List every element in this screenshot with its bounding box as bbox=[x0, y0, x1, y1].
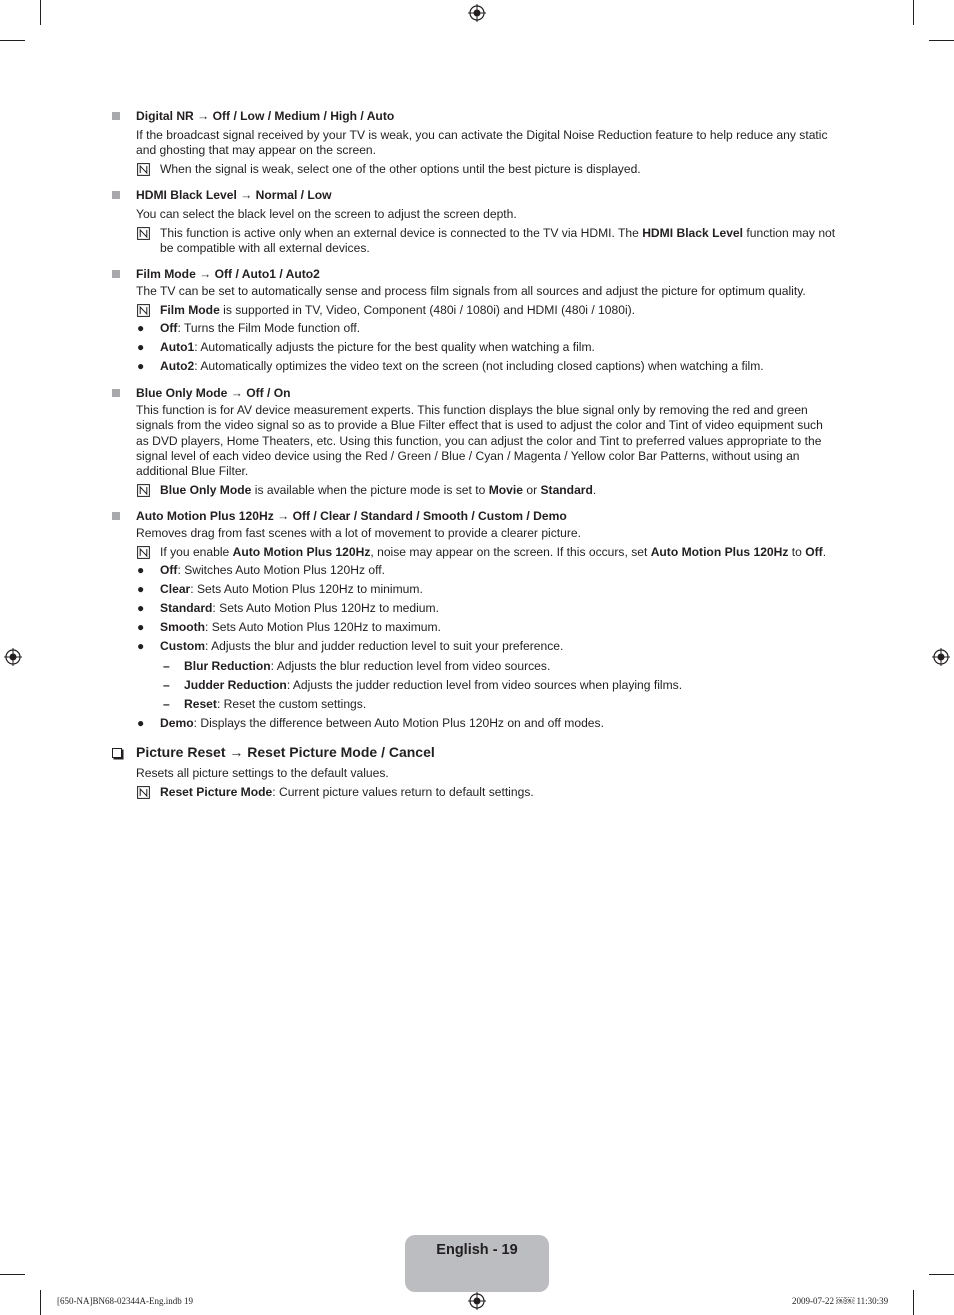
bullet-dot-icon: ● bbox=[137, 563, 145, 578]
dash-bullet-icon: – bbox=[163, 677, 170, 692]
arrow-icon: → bbox=[227, 385, 247, 400]
list-item bbox=[112, 563, 847, 578]
section-auto-motion-plus bbox=[112, 509, 847, 731]
square-bullet-icon bbox=[112, 191, 120, 199]
registration-mark-right-icon bbox=[932, 648, 950, 666]
arrow-icon: → bbox=[236, 188, 256, 203]
item-term: Standard bbox=[160, 601, 213, 616]
note-icon bbox=[137, 546, 150, 559]
heading-name: Auto Motion Plus 120Hz bbox=[136, 509, 274, 524]
checkbox-bullet-icon bbox=[112, 748, 122, 758]
sub-list-item bbox=[112, 678, 847, 693]
section-body: You can select the black level on the screen to adjust the screen depth. bbox=[136, 207, 517, 222]
heading-options: Off / Auto1 / Auto2 bbox=[214, 267, 320, 282]
heading-options: Off / On bbox=[246, 385, 291, 400]
item-term: Off bbox=[160, 563, 178, 578]
slug-timestamp: 2009-07-22 ￼￼ 11:30:39 bbox=[792, 1296, 889, 1306]
section-heading bbox=[112, 386, 847, 401]
heading-options: Off / Low / Medium / High / Auto bbox=[212, 109, 395, 123]
heading-name: Film Mode bbox=[136, 267, 196, 282]
section-digital-nr bbox=[112, 109, 847, 177]
item-term: Auto2 bbox=[160, 359, 195, 374]
item-term: Auto1 bbox=[160, 340, 195, 355]
item-term: Clear bbox=[160, 582, 191, 597]
crop-mark-top-left-h bbox=[0, 40, 25, 41]
note-text-post: is supported in TV, Video, Component (480i / 1080i) and HDMI (480i / 1080i). bbox=[219, 302, 636, 317]
crop-mark-top-right-h bbox=[929, 40, 954, 41]
section-heading bbox=[112, 267, 847, 282]
list-item bbox=[112, 620, 847, 635]
heading-options: Normal / Low bbox=[255, 188, 332, 203]
note-text-post: : Current picture values return to default settings. bbox=[272, 784, 534, 799]
note-term: Reset Picture Mode bbox=[160, 784, 273, 799]
heading-name: Digital NR bbox=[136, 109, 194, 123]
note-text: When the signal is weak, select one of the other options until the best picture is displayed. bbox=[160, 161, 641, 176]
item-desc: : Adjusts the judder reduction level from video sources when playing films. bbox=[286, 677, 683, 692]
note bbox=[112, 162, 847, 177]
item-desc: : Turns the Film Mode function off. bbox=[177, 321, 361, 336]
bullet-dot-icon: ● bbox=[137, 359, 145, 374]
section-hdmi-black-level bbox=[112, 188, 847, 256]
section-heading bbox=[112, 109, 847, 124]
heading-name: Picture Reset bbox=[136, 744, 226, 761]
note bbox=[112, 303, 847, 318]
note-term: Blue Only Mode bbox=[160, 482, 252, 497]
section-film-mode bbox=[112, 267, 847, 374]
square-bullet-icon bbox=[112, 512, 120, 520]
square-bullet-icon bbox=[112, 389, 120, 397]
list-item bbox=[112, 639, 847, 654]
note bbox=[112, 545, 847, 560]
bullet-dot-icon: ● bbox=[137, 639, 145, 654]
note bbox=[112, 226, 847, 257]
note-term: Auto Motion Plus 120Hz bbox=[232, 544, 371, 559]
list-item bbox=[112, 321, 847, 336]
note-icon bbox=[137, 163, 150, 176]
item-desc: : Sets Auto Motion Plus 120Hz to maximum. bbox=[205, 620, 441, 635]
section-body: The TV can be set to automatically sense and process film signals from all sources and adjust the picture for optimum quality. bbox=[136, 284, 806, 299]
note-term: Film Mode bbox=[160, 302, 220, 317]
note-text: to bbox=[788, 544, 806, 559]
sub-list-item bbox=[112, 697, 847, 712]
list-item bbox=[112, 601, 847, 616]
arrow-icon: → bbox=[193, 109, 213, 123]
note-text: or bbox=[522, 482, 541, 497]
note bbox=[112, 483, 847, 498]
heading-name: Blue Only Mode bbox=[136, 385, 228, 400]
list-item bbox=[112, 582, 847, 597]
bullet-dot-icon: ● bbox=[137, 601, 145, 616]
item-term: Reset bbox=[184, 696, 217, 711]
square-bullet-icon bbox=[112, 270, 120, 278]
heading-options: Reset Picture Mode / Cancel bbox=[247, 744, 435, 761]
item-term: Off bbox=[160, 321, 178, 336]
section-heading bbox=[112, 509, 847, 524]
section-body: This function is for AV device measurement experts. This function displays the blue signal only by removing the red and green signals from the video signal so as to provide a Blue Filter effect that is used to adjust the color and Tint of video equipment such as DVD players, Home Theaters, etc. Using this function, you can adjust the color and Tint to preferred values appropriate to the signal level of each video device using the Red / Green / Blue / Cyan / Magenta / Yellow color Bar Patterns, without using an additional Blue Filter. bbox=[136, 402, 823, 479]
note-term: Auto Motion Plus 120Hz bbox=[650, 544, 789, 559]
note-text: . bbox=[822, 544, 827, 559]
note-icon bbox=[137, 484, 150, 497]
sub-list-item bbox=[112, 659, 847, 674]
bullet-dot-icon: ● bbox=[137, 340, 145, 355]
bullet-dot-icon: ● bbox=[137, 620, 145, 635]
item-desc: : Sets Auto Motion Plus 120Hz to minimum. bbox=[190, 582, 423, 597]
section-body: If the broadcast signal received by your TV is weak, you can activate the Digital Noise Reduction feature to help reduce any static and ghosting that may appear on the screen. bbox=[136, 128, 828, 158]
crop-mark-bottom-left-h bbox=[0, 1274, 25, 1275]
note-term-standard: Standard bbox=[540, 482, 593, 497]
note bbox=[112, 785, 847, 800]
note-text: is available when the picture mode is set to bbox=[251, 482, 489, 497]
section-blue-only-mode bbox=[112, 386, 847, 498]
registration-mark-left-icon bbox=[4, 648, 22, 666]
note-icon bbox=[137, 786, 150, 799]
registration-mark-top-icon bbox=[468, 4, 486, 22]
item-term: Judder Reduction bbox=[184, 677, 287, 692]
note-term-off: Off bbox=[805, 544, 823, 559]
crop-mark-top-left-v bbox=[40, 0, 41, 25]
section-body: Removes drag from fast scenes with a lot of movement to provide a clearer picture. bbox=[136, 526, 581, 541]
item-desc: : Switches Auto Motion Plus 120Hz off. bbox=[177, 563, 385, 578]
item-desc: : Automatically optimizes the video text on the screen (not including closed captions) when watching a film. bbox=[194, 359, 764, 374]
page-number-label: English - 19 bbox=[436, 1242, 518, 1258]
bullet-dot-icon: ● bbox=[137, 715, 145, 730]
dash-bullet-icon: – bbox=[163, 696, 170, 711]
note-text: , noise may appear on the screen. If this occurs, set bbox=[370, 544, 651, 559]
note-text-post: function may not be compatible with all external devices. bbox=[160, 225, 836, 256]
note-text-pre: If you enable bbox=[160, 544, 233, 559]
crop-mark-top-right-v bbox=[913, 0, 914, 25]
crop-mark-bottom-right-v bbox=[913, 1290, 914, 1315]
item-term: Blur Reduction bbox=[184, 658, 271, 673]
bullet-dot-icon: ● bbox=[137, 321, 145, 336]
list-item bbox=[112, 340, 847, 355]
item-term: Custom bbox=[160, 639, 206, 654]
note-term: HDMI Black Level bbox=[642, 225, 744, 240]
note-text: . bbox=[592, 482, 597, 497]
item-desc: : Adjusts the blur reduction level from video sources. bbox=[270, 658, 551, 673]
bullet-dot-icon: ● bbox=[137, 582, 145, 597]
section-body: Resets all picture settings to the default values. bbox=[136, 766, 389, 781]
subsection-heading bbox=[112, 745, 847, 762]
item-desc: : Automatically adjusts the picture for the best quality when watching a film. bbox=[194, 340, 595, 355]
item-term: Demo bbox=[160, 715, 194, 730]
list-item bbox=[112, 716, 847, 731]
item-desc: : Adjusts the blur and judder reduction level to suit your preference. bbox=[205, 639, 564, 654]
item-desc: : Displays the difference between Auto Motion Plus 120Hz on and off modes. bbox=[193, 715, 604, 730]
heading-name: HDMI Black Level bbox=[136, 188, 237, 203]
note-term-movie: Movie bbox=[488, 482, 523, 497]
square-bullet-icon bbox=[112, 112, 120, 120]
registration-mark-bottom-icon bbox=[468, 1292, 486, 1310]
dash-bullet-icon: – bbox=[163, 658, 170, 673]
arrow-icon: → bbox=[273, 509, 293, 524]
slug-file-info: [650-NA]BN68-02344A-Eng.indb 19 bbox=[57, 1296, 193, 1306]
note-text-pre: This function is active only when an external device is connected to the TV via HDMI. The bbox=[160, 225, 643, 240]
crop-mark-bottom-right-h bbox=[929, 1274, 954, 1275]
heading-options: Off / Clear / Standard / Smooth / Custom / Demo bbox=[292, 509, 567, 524]
note-icon bbox=[137, 304, 150, 317]
section-heading bbox=[112, 188, 847, 203]
arrow-icon: → bbox=[195, 267, 215, 282]
page-content bbox=[112, 109, 847, 811]
section-picture-reset bbox=[112, 745, 847, 800]
item-term: Smooth bbox=[160, 620, 206, 635]
item-desc: : Sets Auto Motion Plus 120Hz to medium. bbox=[212, 601, 439, 616]
crop-mark-bottom-left-v bbox=[40, 1290, 41, 1315]
note-icon bbox=[137, 227, 150, 240]
item-desc: : Reset the custom settings. bbox=[216, 696, 367, 711]
arrow-icon: → bbox=[225, 744, 248, 761]
list-item bbox=[112, 359, 847, 374]
